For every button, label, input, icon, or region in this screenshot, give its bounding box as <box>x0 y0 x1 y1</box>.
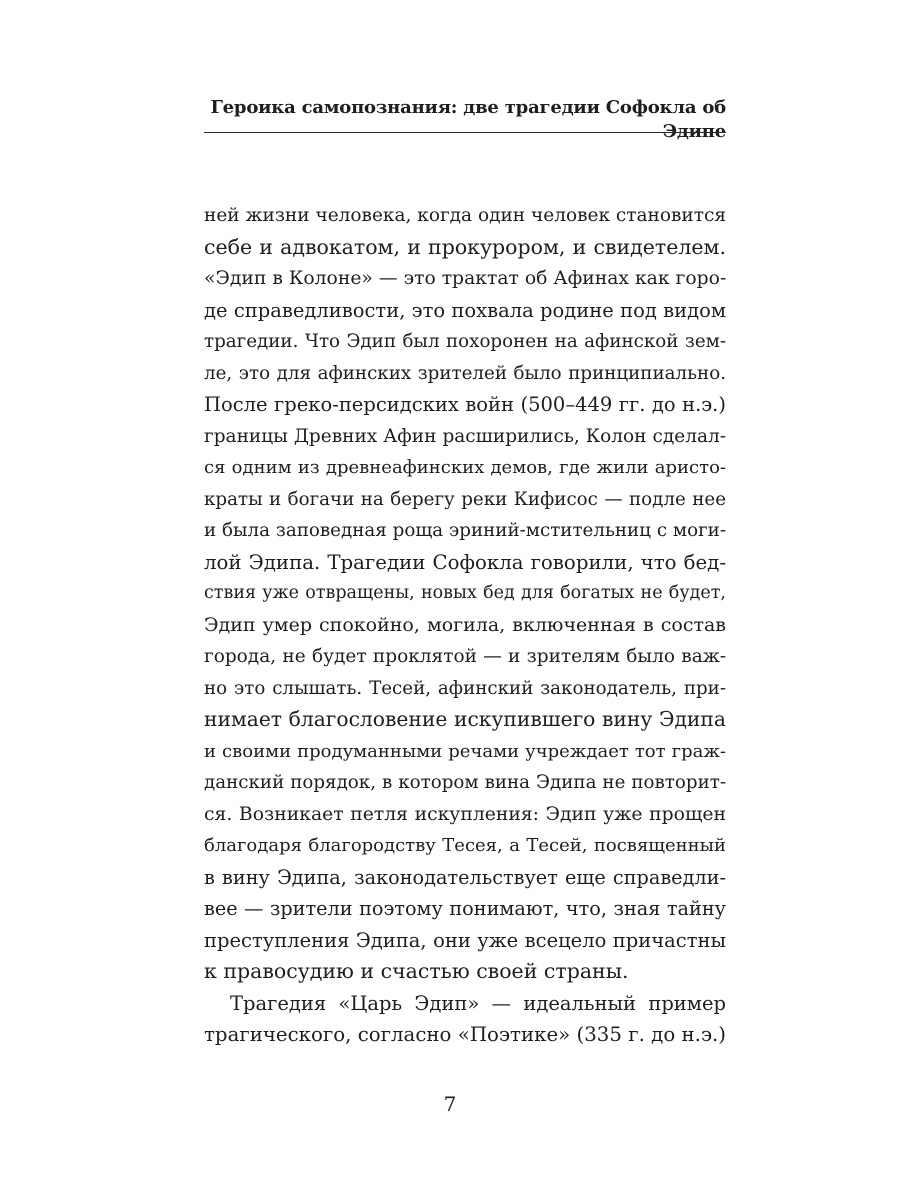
paragraph-end-line: к правосудию и счастью своей страны. <box>204 959 629 983</box>
text-line: ней жизни человека, когда один человек становится <box>204 205 727 226</box>
text-line: и была заповедная роща эриний-мстительниц с моги- <box>204 520 726 541</box>
text-line: ся. Возникает петля искупления: Эдип уже прощен <box>204 803 726 825</box>
text-line: После греко-персидских войн (500–449 гг. до н.э.) <box>204 393 726 416</box>
text-line: ствия уже отвращены, новых бед для богатых не будет, <box>204 583 726 603</box>
page-number: 7 <box>443 1092 457 1116</box>
text-line: себе и адвокатом, и прокурором, и свидетелем. <box>204 234 726 259</box>
text-line: Эдип умер спокойно, могила, включенная в состав <box>204 613 726 636</box>
text-line: и своими продуманными речами учреждает тот граж- <box>204 740 726 762</box>
text-line: данский порядок, в котором вина Эдипа не повторит- <box>204 772 726 793</box>
text-line: ле, это для афинских зрителей было принципиально. <box>204 362 726 384</box>
text-line: города, не будет проклятой — и зрителям было важ- <box>204 646 726 667</box>
paragraph-start-line: Трагедия «Царь Эдип» — идеальный пример <box>230 991 726 1015</box>
text-line: в вину Эдипа, законодательствует еще справедли- <box>204 865 726 889</box>
text-line: вее — зрители поэтому понимают, что, зная тайну <box>204 897 726 920</box>
text-line: краты и богачи на берегу реки Кифисос — подле нее <box>204 488 726 510</box>
text-line: лой Эдипа. Трагедии Софокла говорили, что бед- <box>204 550 726 574</box>
text-line: ся одним из древнеафинских демов, где жили аристо- <box>204 457 726 478</box>
header-rule <box>204 132 726 133</box>
text-line: преступления Эдипа, они уже всецело причастны <box>204 928 726 952</box>
body-text <box>204 200 726 1051</box>
text-line: трагедии. Что Эдип был похоронен на афинской зем- <box>204 331 726 352</box>
text-line: де справедливости, это похвала родине под видом <box>204 298 726 322</box>
text-line: нимает благословение искупившего вину Эдипа <box>204 707 726 731</box>
text-line: но это слышать. Тесей, афинский законодатель, при- <box>204 677 726 699</box>
text-line: трагического, согласно «Поэтике» (335 г. до н.э.) <box>204 1023 726 1046</box>
text-line: «Эдип в Колоне» — это трактат об Афинах как горо- <box>204 268 727 289</box>
text-line: границы Древних Афин расширились, Колон сделал- <box>204 425 726 447</box>
running-title: Героика самопознания: две трагедии Софокла об Эдипе <box>210 97 726 142</box>
text-line: благодаря благородству Тесея, а Тесей, посвященный <box>204 835 726 856</box>
